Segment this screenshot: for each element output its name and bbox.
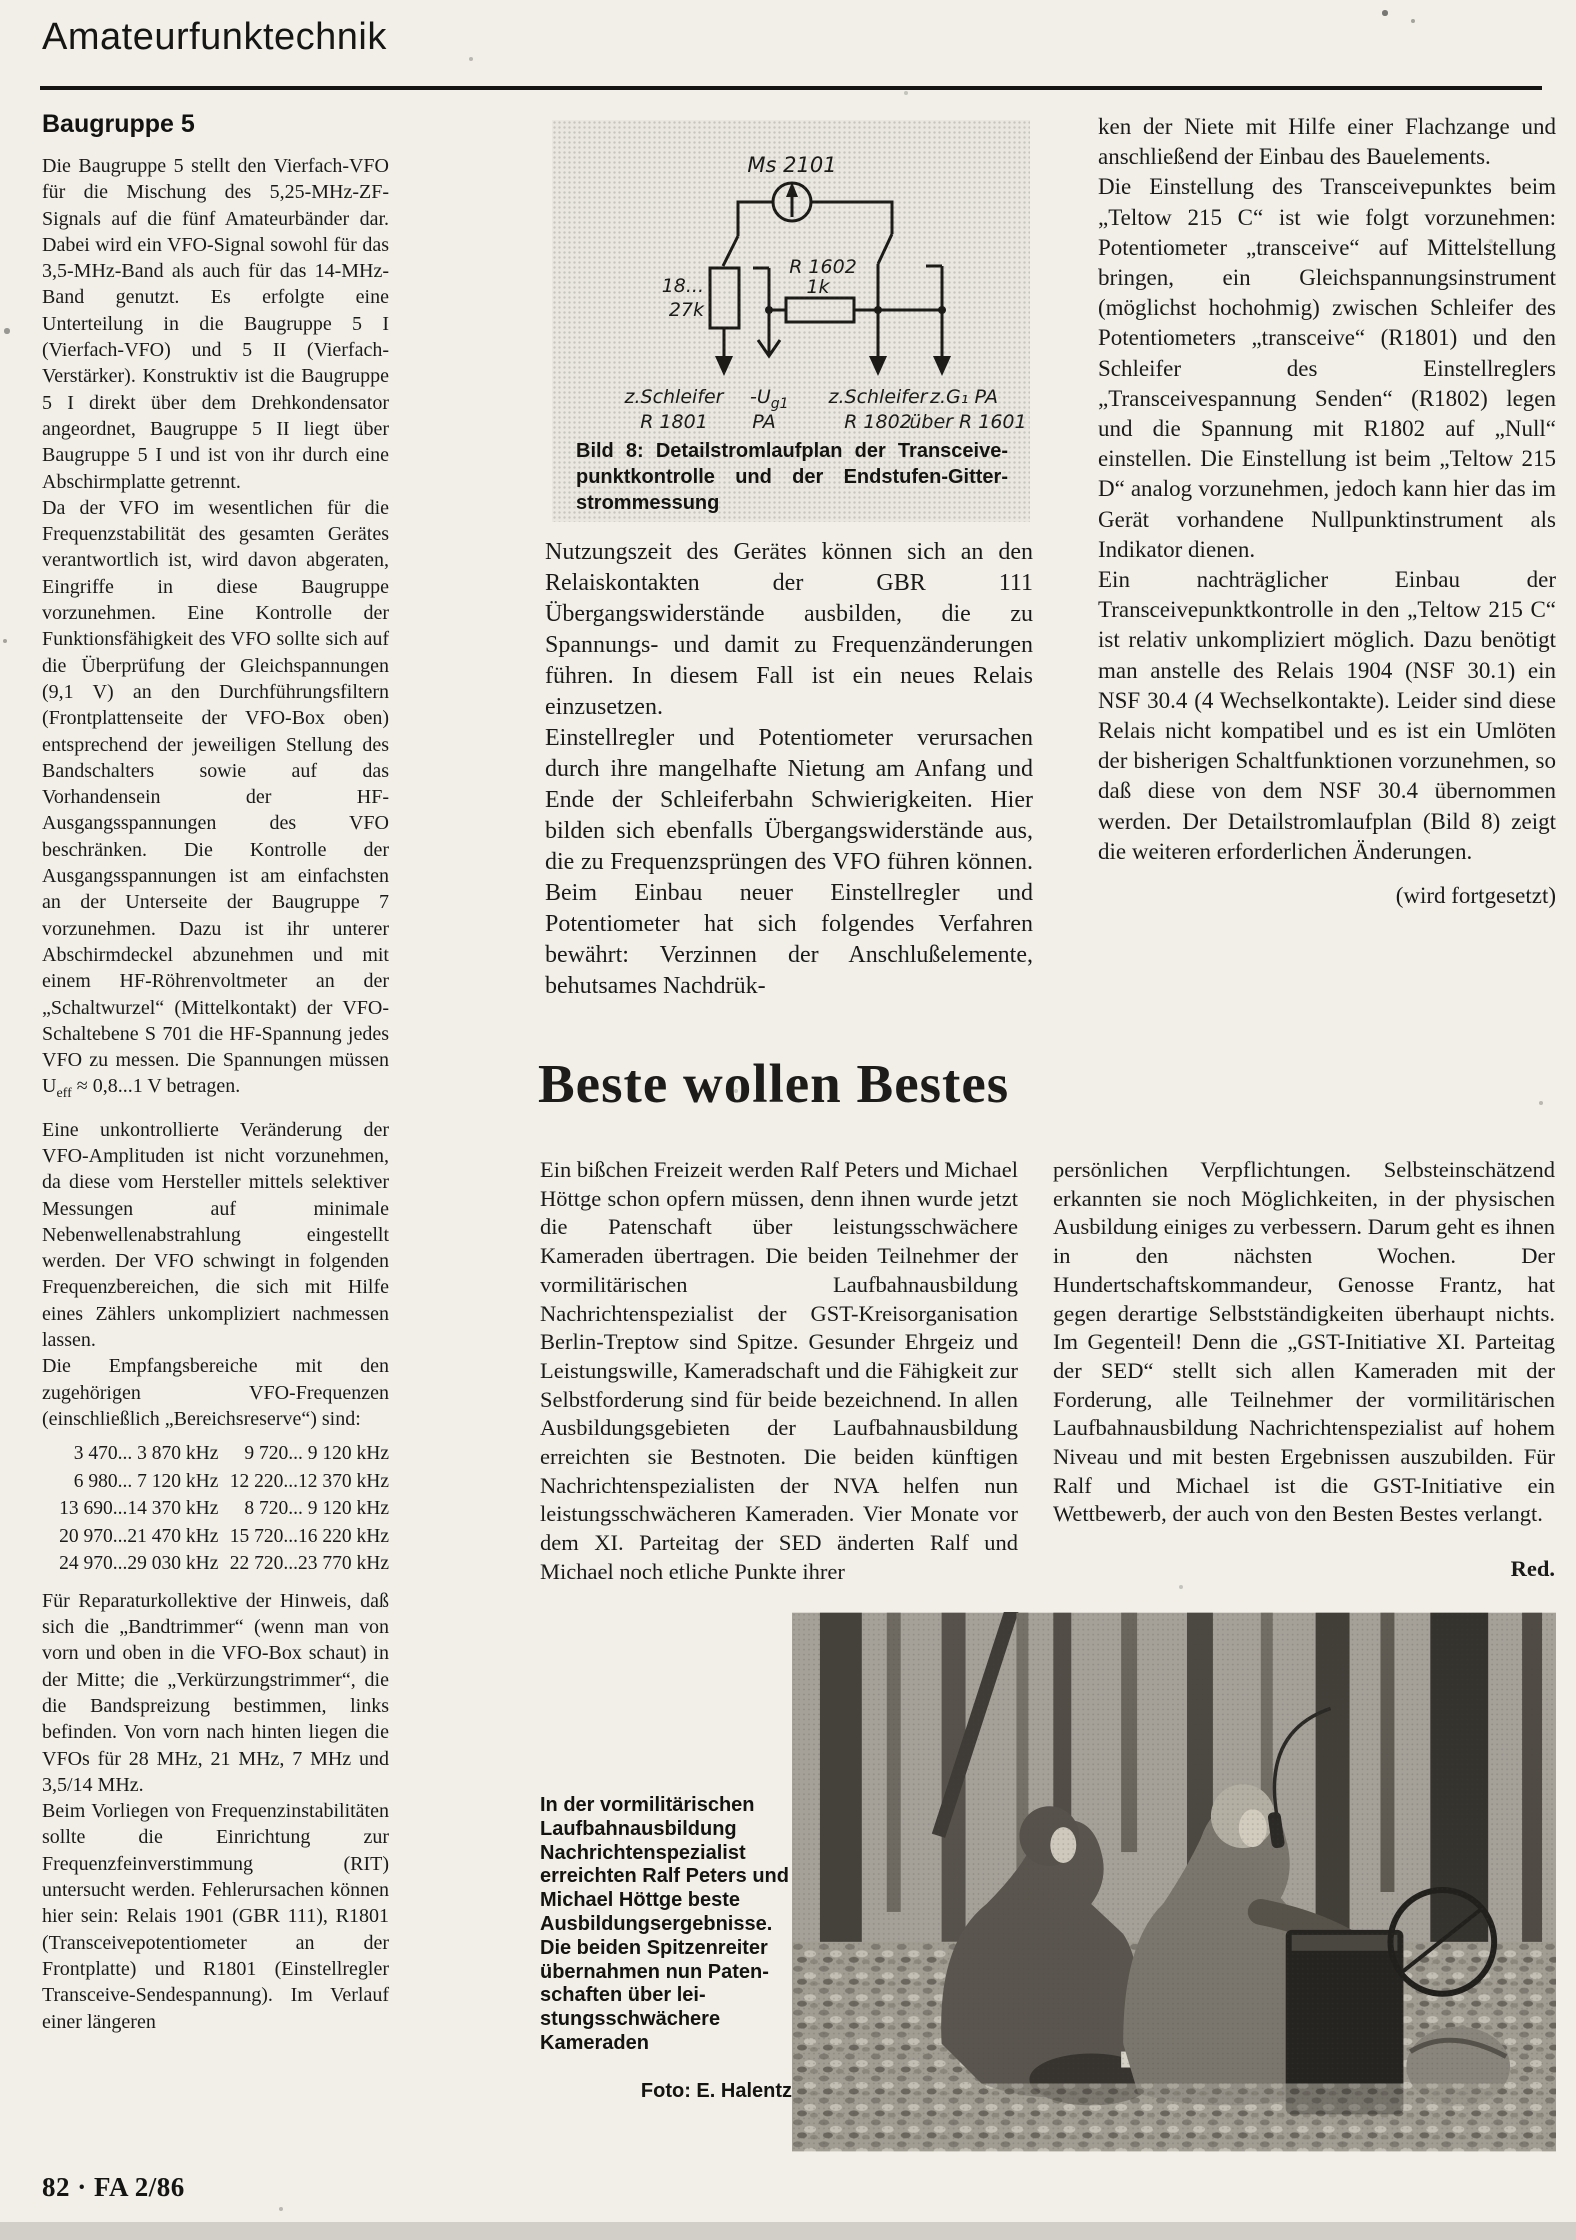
paragraph-text: ≈ 0,8...1 V betragen. [71, 1075, 241, 1098]
subscript-eff: eff [56, 1086, 72, 1102]
r1602-value: 1k [806, 276, 830, 298]
vfo-frequency-table [42, 1440, 389, 1578]
resistor-left-value-1: 18... [661, 275, 704, 297]
table-row [42, 1440, 389, 1468]
continuation-note: (wird fortgesetzt) [1395, 883, 1556, 909]
terminal-label: z.Schleifer [828, 386, 928, 408]
scan-edge-strip [0, 2222, 1576, 2240]
paragraph: Eine unkontrollierte Veränderung der VFO-Amplituden ist nicht vorzunehmen, da diese vom Hersteller mittels selektiver Messungen auf minimale Nebenwellenabstrahlung eingestellt werden. Der VFO schwingt in folgenden Frequenzbereichen, die sich mit Hilfe eines Zählers unkompliziert nachmessen lassen. [42, 1118, 389, 1352]
paragraph: persönlichen Verpflichtungen. Selbsteinschätzend erkannten sie noch Möglichkeiten, in der physischen Ausbildung einiges zu verbessern. Darum geht es ihnen in den nächsten Wochen. Der Hundertschaftskommandeur, Genosse Frantz, hat gegen derartige Selbstständigkeiten überhaupt nichts. Im Gegenteil! Denn die „GST-Initiative XI. Parteitag der SED“ stellt sich allen Kameraden mit der Forderung, alle Teilnehmer der vormilitärischen Laufbahnausbildung Nachrichtenspezialist auf hohem Niveau und mit besten Ergebnissen auszubilden. Für Ralf und Michael ist die GST-Initiative ein Wettbewerb, der auch von den Besten Bestes verlangt. [1053, 1157, 1555, 1527]
terminal-label: z.G₁ PA [930, 386, 998, 408]
paragraph: Für Reparaturkollektive der Hinweis, daß sich die „Bandtrimmer“ (wenn man von vorn und oben in die VFO-Box schaut) in der Mitte; die „Verkürzungstrimmer“, die die Bandspreizung bestimmen, links befinden. Von vorn nach hinten liegen die VFOs für 28 MHz, 21 MHz, 7 MHz und 3,5/14 MHz. [42, 1589, 389, 1796]
table-cell: 20 970...21 470 kHz [59, 1525, 219, 1547]
r1602-name: R 1602 [789, 256, 857, 278]
paragraph: Die Empfangsbereiche mit den zugehörigen VFO-Frequenzen (einschließlich „Bereichsreserve“) sind: [42, 1355, 389, 1430]
table-row [42, 1523, 389, 1551]
section-header: Amateurfunktechnik [42, 16, 387, 58]
paragraph: Ein nachträglicher Einbau der Transceivepunktkontrolle in den „Teltow 215 C“ ist relativ unkompliziert möglich. Dazu benötigt man anstelle des Relais 1904 (NSF 30.1) ein NSF 30.4 (4 Wechselkontakte). Leider sind diese Relais nicht kompatibel und es ist ein Umlöten der bisherigen Schaltfunktionen vorzunehmen, so daß diese von dem NSF 30.4 übernommen werden. Der Detailstromlaufplan (Bild 8) zeigt die weiteren erforderlichen Änderungen. [1098, 567, 1556, 864]
page-footer: 82 · FA 2/86 [42, 2172, 185, 2202]
terminal-label-ug: $-U_{g1}$ [750, 386, 789, 412]
table-cell: 8 720... 9 120 kHz [244, 1498, 389, 1520]
article1-column-right [1098, 112, 1556, 911]
terminal-label: über R 1601 [909, 411, 1027, 433]
article2-column-left [540, 1156, 1018, 1587]
photo-caption [540, 1794, 792, 2104]
article2-column-right [1053, 1156, 1555, 1584]
paragraph: Die Baugruppe 5 stellt den Vierfach-VFO für die Mischung des 5,25-MHz-ZF-Signals auf die fünf Amateurbänder dar. Dabei wird ein VFO-Signal sowohl für das 3,5-MHz-Band als auch für das 14-MHz-Band genutzt. Es erfolgte eine Unterteilung in die Baugruppe 5 I (Vierfach-VFO) und 5 II (Vierfach-Verstärker). Konstruktiv ist die Baugruppe 5 I direkt über dem Drehkondensator angeordnet, Baugruppe 5 II liegt über Baugruppe 5 I und ist von ihr durch eine Abschirmplatte getrennt. [42, 155, 389, 493]
article2-headline: Beste wollen Bestes [538, 1053, 1010, 1114]
table-cell: 22 720...23 770 kHz [229, 1553, 389, 1575]
paragraph-text: Da der VFO im wesentlichen für die Frequenzstabilität des gesamten Gerätes verantwortlich ist, wird davon abgeraten, Eingriffe in diese Baugruppe vorzunehmen. Eine Kontrolle der Funktionsfähigkeit des VFO sollte sich auf die Überprüfung der Gleichspannungen (9,1 V) an den Durchführungsfiltern (Frontplattenseite der VFO-Box oben) entsprechend der jeweiligen Stellung des Bandschalters sowie auf das Vorhandensein der HF-Ausgangsspannungen des VFO beschränken. Die Kontrolle der Ausgangsspannungen ist am einfachsten an der Unterseite der Baugruppe 7 vorzunehmen. Dazu ist ihr unterer Abschirmdeckel abzunehmen und mit einem HF-Röhrenvoltmeter an der „Schaltwurzel“ (Mittelkontakt) der VFO-Schaltebene S 701 die HF-Spannung jedes VFO zu messen. Die Spannungen müssen U [42, 496, 389, 1098]
article1-heading: Baugruppe 5 [42, 110, 195, 138]
table-row [42, 1550, 389, 1578]
terminal-label: z.Schleifer [624, 386, 724, 408]
article1-column-left [42, 110, 389, 2035]
article1-column-middle [545, 537, 1033, 1002]
table-row [42, 1468, 389, 1496]
table-cell: 6 980... 7 120 kHz [73, 1470, 219, 1492]
schematic-wires [710, 182, 951, 376]
photo-credit: Foto: E. Halentz [640, 2079, 792, 2102]
meter-label: Ms 2101 [747, 153, 837, 177]
resistor-left-value-2: 27k [668, 299, 704, 321]
header-rule [40, 86, 1542, 90]
terminal-label: PA [752, 411, 776, 433]
table-cell: 13 690...14 370 kHz [59, 1498, 219, 1520]
halftone-overlay [792, 1613, 1556, 2152]
table-cell: 24 970...29 030 kHz [59, 1553, 219, 1575]
article2-signature: Red. [1510, 1556, 1555, 1582]
figure-bild8 [552, 120, 1030, 522]
paragraph [42, 495, 389, 1108]
photo-illustration [792, 1612, 1556, 2152]
paragraph: Nutzungszeit des Gerätes können sich an den Relaiskontakten der GBR 111 Übergangswiderstände ausbilden, die zu Spannungs- und damit zu Frequenzänderungen führen. In diesem Fall ist ein neues Relais einzusetzen. [545, 539, 1033, 720]
table-cell: 15 720...16 220 kHz [229, 1525, 389, 1547]
paragraph: ken der Niete mit Hilfe einer Flachzange und anschließend der Einbau des Bauelements. [1098, 114, 1556, 170]
article-photo [792, 1612, 1556, 2152]
terminal-label: R 1801 [640, 411, 708, 433]
paragraph: Ein bißchen Freizeit werden Ralf Peters und Michael Höttge schon opfern müssen, denn ihnen wurde jetzt die Patenschaft über leistungsschwächere Kameraden übertragen. Die beiden Teilnehmer der vormilitärischen Laufbahnausbildung Nachrichtenspezialist der GST-Kreisorganisation Berlin-Treptow sind Spitze. Gesunder Ehrgeiz und Leistungswille, Kameradschaft und die Fähigkeit zur Selbstforderung sind für beide bezeichnend. In allen Ausbildungsgebieten der Laufbahnausbildung erreichten sie Bestnoten. Die beiden künftigen Nachrichtenspezialisten der NVA helfen nun leistungsschwächeren Kameraden. Vier Monate vor dem XI. Parteitag der SED änderten Ralf und Michael noch etliche Punkte ihrer [540, 1157, 1018, 1584]
paragraph: Beim Vorliegen von Frequenzinstabilitäten sollte die Einrichtung zur Frequenzfeinverstimmung (RIT) untersucht werden. Fehlerursachen können hier sein: Relais 1901 (GBR 111), R1801 (Transceivepotentiometer an der Frontplatte) und R1801 (Einstellregler Transceive-Sendespannung). Im Verlauf einer längeren [42, 1800, 389, 2033]
schematic-diagram [552, 120, 1030, 436]
table-cell: 3 470... 3 870 kHz [73, 1443, 219, 1465]
photo-caption-text: In der vormilitärischen Laufbahnausbildung Nachrichtenspezialist erreichten Ralf Peters und Michael Höttge beste Ausbildungsergebnisse. Die beiden Spitzenreiter übernahmen nun Patenschaften über leistungsschwächere Kameraden [540, 1794, 789, 2054]
figure-caption: Bild 8: Detailstromlaufplan der Transceive-punktkontrolle und der Endstufen-Gitter-strommessung [576, 440, 1008, 514]
terminal-label: R 1802 [844, 411, 912, 433]
paragraph: Die Einstellung des Transceivepunktes beim „Teltow 215 C“ ist wie folgt vorzunehmen: Potentiometer „transceive“ auf Mittelstellung bringen, ein Gleichspannungsinstrument (möglichst hochohmig) zwischen Schleifer des Potentiometers „transceive“ (R1801) und den Schleifer des Einstellreglers „Transceivespannung Senden“ (R1802) legen und die Spannung mit R1802 auf „Null“ einstellen. Die Einstellung ist beim „Teltow 215 D“ analog vorzunehmen, jedoch kann hier das im Gerät vorhandene Nullpunktinstrument als Indikator dienen. [1098, 174, 1556, 562]
table-row [42, 1495, 389, 1523]
table-cell: 12 220...12 370 kHz [229, 1470, 389, 1492]
scan-noise [0, 0, 2, 2]
paragraph: Einstellregler und Potentiometer verursachen durch ihre mangelhafte Nietung am Anfang und Ende der Schleiferbahn Schwierigkeiten. Hier bilden sich ebenfalls Übergangswiderstände aus, die zu Frequenzsprüngen des VFO führen können. Beim Einbau neuer Einstellregler und Potentiometer hat sich folgendes Verfahren bewährt: Verzinnen der Anschlußelemente, behutsames Nachdrük- [545, 725, 1033, 999]
schematic-labels [624, 153, 1027, 433]
table-cell: 9 720... 9 120 kHz [244, 1443, 389, 1465]
